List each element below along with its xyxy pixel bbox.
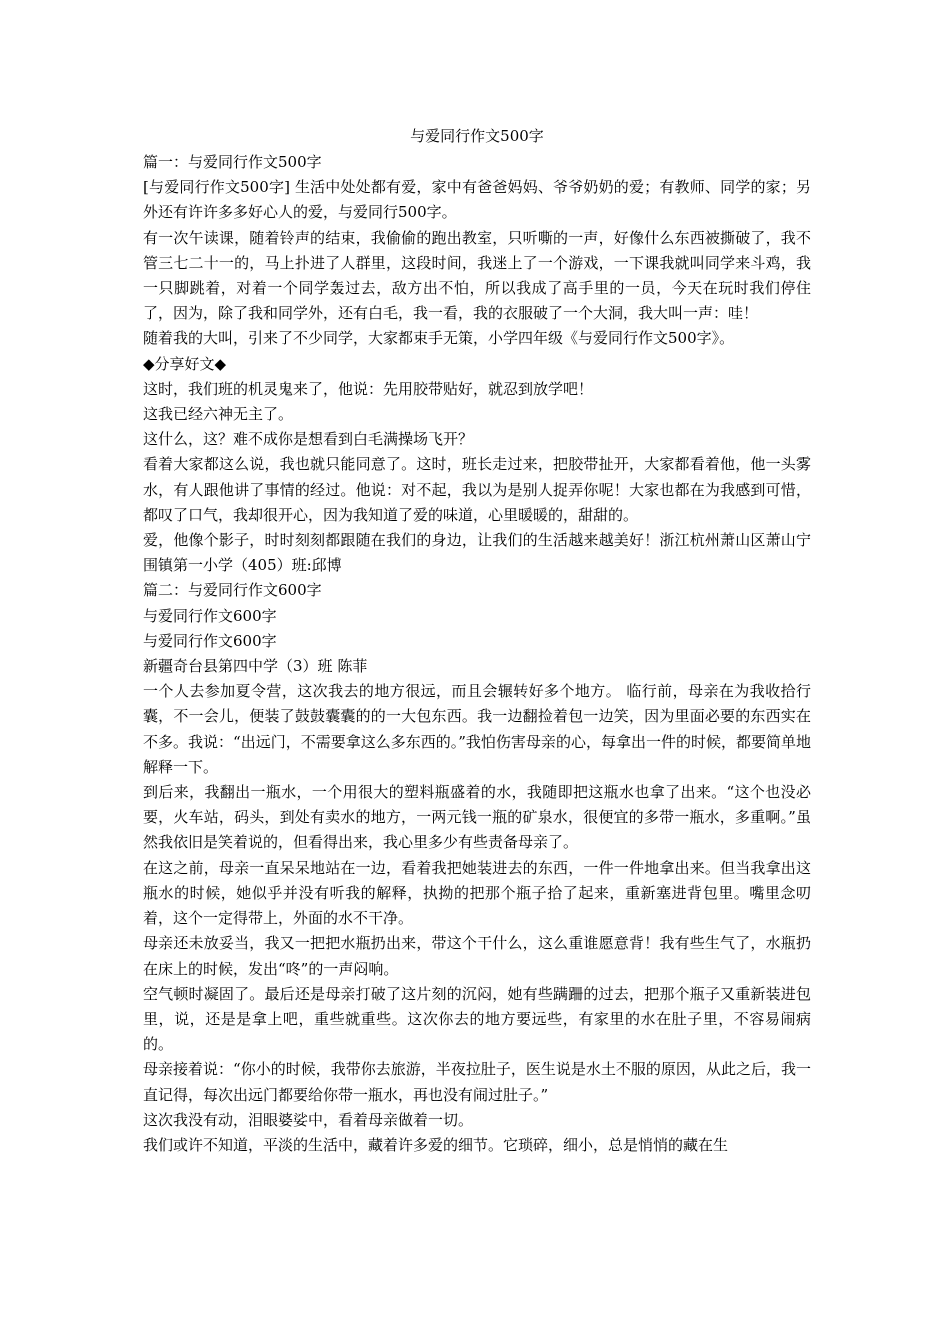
paragraph-section1-heading: 篇一：与爱同行作文500字 bbox=[143, 153, 322, 171]
paragraph-camp: 一个人去参加夏令营，这次我去的地方很远，而且会辗转好多个地方。 临行前，母亲在为我收拾行囊，不一会儿，便装了鼓鼓囊囊的的一大包东西。我一边翻捡着包一边笑，因为里面必要的东西实在不多。我说：“出远门，不需要拿这么多东西的。”我怕伤害母亲的心，每拿出一件的时候，都要简单地解释一下。 bbox=[143, 682, 811, 776]
paragraph-section2-heading: 篇二：与爱同行作文600字 bbox=[143, 581, 322, 600]
paragraph-section2-subtitle: 与爱同行作文600字 bbox=[143, 631, 277, 650]
paragraph-question: 这什么，这？难不成你是想看到白毛满操场飞开？ bbox=[143, 430, 474, 449]
paragraph-intro: [与爱同行作文500字] 生活中处处都有爱，家中有爸爸妈妈、爷爷奶奶的爱；有教师、同学的家；另外还有许许多多好心人的爱，与爱同行500字。 bbox=[143, 178, 811, 222]
paragraph-share-marker: ◆分享好文◆ bbox=[143, 354, 227, 373]
paragraph-bottle: 到后来，我翻出一瓶水，一个用很大的塑料瓶盛着的水，我随即把这瓶水也拿了出来。“这个也没必要，火车站，码头，到处有卖水的地方，一两元钱一瓶的矿泉水，很便宜的多带一瓶水，多重啊。”虽然我依旧是笑着说的，但看得出来，我心里多少有些责备母亲了。 bbox=[143, 783, 811, 852]
paragraph-author: 新疆奇台县第四中学（3）班 陈菲 bbox=[143, 657, 368, 676]
paragraph-mother-stands: 在这之前，母亲一直呆呆地站在一边，看着我把她装进去的东西，一件一件地拿出来。但当我拿出这瓶水的时候，她似乎并没有听我的解释，执拗的把那个瓶子拾了起来，重新塞进背包里。嘴里念叨着，这个一定得带上，外面的水不干净。 bbox=[143, 858, 811, 928]
paragraph-conclusion-1: 爱，他像个影子，时时刻刻都跟随在我们的身边，让我们的生活越来越美好！浙江杭州萧山区萧山宁围镇第一小学（405）班:邱博 bbox=[143, 531, 811, 575]
paragraph-section2-title: 与爱同行作文600字 bbox=[143, 606, 277, 625]
document-page bbox=[143, 124, 811, 1158]
document-body bbox=[143, 150, 811, 1158]
paragraph-classmate-advice: 这时，我们班的机灵鬼来了，他说：先用胶带贴好，就忍到放学吧！ bbox=[143, 379, 594, 398]
paragraph-panic: 这我已经六神无主了。 bbox=[143, 405, 294, 424]
paragraph-monitor: 看着大家都这么说，我也就只能同意了。这时，班长走过来，把胶带扯开，大家都看着他，他一头雾水，有人跟他讲了事情的经过。他说：对不起，我以为是别人捉弄你呢！大家也都在为我感到可惜，都叹了口气，我却很开心，因为我知道了爱的味道，心里暖暖的，甜甜的。 bbox=[143, 455, 811, 524]
paragraph-crowd: 随着我的大叫，引来了不少同学，大家都束手无策，小学四年级《与爱同行作文500字》。 bbox=[143, 329, 735, 348]
document-title: 与爱同行作文500字 bbox=[410, 127, 544, 145]
paragraph-details: 我们或许不知道，平淡的生活中，藏着许多爱的细节。它琐碎，细小，总是悄悄的藏在生 bbox=[143, 1135, 729, 1154]
paragraph-story-start: 有一次午读课，随着铃声的结束，我偷偷的跑出教室，只听嘶的一声，好像什么东西被撕破了，我不管三七二十一的，马上扑进了人群里，这段时间，我迷上了一个游戏，一下课我就叫同学来斗鸡，我一只脚跳着，对着一个同学轰过去，敌方出不怕，所以我成了高手里的一员，今天在玩时我们停住了，因为，除了我和同学外，还有白毛，我一看，我的衣服破了一个大洞，我大叫一声：哇！ bbox=[143, 228, 811, 323]
paragraph-throw: 母亲还未放妥当，我又一把把水瓶扔出来，带这个干什么，这么重谁愿意背！我有些生气了，水瓶扔在床上的时候，发出“咚”的一声闷响。 bbox=[143, 934, 811, 978]
paragraph-mother-explains: 母亲接着说：“你小的时候，我带你去旅游，半夜拉肚子，医生说是水土不服的原因，从此之后，我一直记得，每次出远门都要给你带一瓶水，再也没有闹过肚子。” bbox=[143, 1060, 811, 1104]
paragraph-silence: 空气顿时凝固了。最后还是母亲打破了这片刻的沉闷，她有些蹒跚的过去，把那个瓶子又重新装进包里，说，还是是拿上吧，重些就重些。这次你去的地方要远些，有家里的水在肚子里，不容易闹病的。 bbox=[143, 984, 811, 1054]
paragraph-tears: 这次我没有动，泪眼婆娑中，看着母亲做着一切。 bbox=[143, 1110, 474, 1129]
